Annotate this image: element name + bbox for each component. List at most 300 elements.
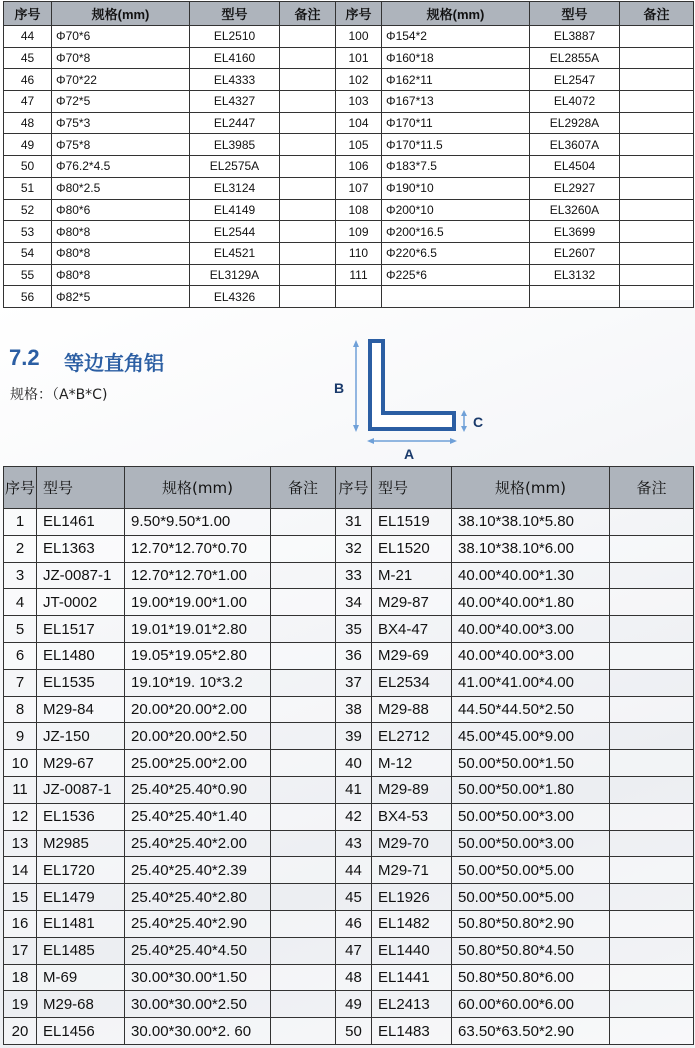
table-row xyxy=(4,264,694,286)
table-row xyxy=(4,1018,694,1045)
table-cell xyxy=(620,134,694,156)
table-cell: EL1535 xyxy=(37,669,125,696)
table-cell: EL2544 xyxy=(190,221,280,243)
table-cell: 63.50*63.50*2.90 xyxy=(452,1018,610,1045)
table-cell: EL1483 xyxy=(372,1018,452,1045)
table-cell xyxy=(620,177,694,199)
table-cell xyxy=(271,964,336,991)
table-cell xyxy=(271,776,336,803)
table-cell: 25.00*25.00*2.00 xyxy=(125,750,271,777)
table-cell: M29-84 xyxy=(37,696,125,723)
table-row xyxy=(4,723,694,750)
table-cell xyxy=(610,830,694,857)
table-cell: EL3260A xyxy=(530,199,620,221)
table-cell xyxy=(610,642,694,669)
table-cell: EL4504 xyxy=(530,156,620,178)
table-cell xyxy=(610,669,694,696)
table-cell: 45.00*45.00*9.00 xyxy=(452,723,610,750)
table-cell xyxy=(620,91,694,113)
table-cell: EL1441 xyxy=(372,964,452,991)
table-cell xyxy=(610,776,694,803)
table-cell: EL1440 xyxy=(372,937,452,964)
table-cell: Φ170*11.5 xyxy=(382,134,530,156)
table-cell xyxy=(620,69,694,91)
table-cell: EL1461 xyxy=(37,509,125,536)
table-cell: M29-71 xyxy=(372,857,452,884)
table-cell: 25.40*25.40*2.80 xyxy=(125,884,271,911)
table-cell xyxy=(271,937,336,964)
table-cell: JZ-0087-1 xyxy=(37,562,125,589)
header-cell: 规格(mm) xyxy=(125,467,271,509)
table-cell: 49 xyxy=(4,134,52,156)
table-cell xyxy=(280,156,336,178)
table-cell xyxy=(271,616,336,643)
table-cell xyxy=(271,589,336,616)
table-cell: 13 xyxy=(4,830,37,857)
table-cell xyxy=(271,884,336,911)
table-cell: 30.00*30.00*2. 60 xyxy=(125,1018,271,1045)
table-row xyxy=(4,696,694,723)
table-cell xyxy=(610,509,694,536)
table-cell: EL2547 xyxy=(530,69,620,91)
table-cell: 110 xyxy=(336,242,382,264)
table-cell: 32 xyxy=(336,535,372,562)
table-cell xyxy=(280,221,336,243)
table-cell: M-12 xyxy=(372,750,452,777)
table-cell: EL2447 xyxy=(190,112,280,134)
table-cell: 25.40*25.40*4.50 xyxy=(125,937,271,964)
table-cell: 47 xyxy=(4,91,52,113)
angle-profile-shape xyxy=(370,341,454,429)
table-cell xyxy=(530,286,620,308)
table-cell: 55 xyxy=(4,264,52,286)
table-cell: EL4521 xyxy=(190,242,280,264)
table-cell xyxy=(620,264,694,286)
table-cell: JZ-150 xyxy=(37,723,125,750)
table-cell: M29-87 xyxy=(372,589,452,616)
table-cell xyxy=(610,910,694,937)
table-cell: Φ80*6 xyxy=(52,199,190,221)
table-cell xyxy=(610,562,694,589)
table-cell: 20.00*20.00*2.50 xyxy=(125,723,271,750)
table-cell: 12 xyxy=(4,803,37,830)
table-cell: EL1482 xyxy=(372,910,452,937)
table-cell: Φ80*8 xyxy=(52,221,190,243)
table-cell: Φ220*6.5 xyxy=(382,242,530,264)
dimension-b-arrow-bottom xyxy=(353,425,359,432)
table-cell: 40.00*40.00*1.80 xyxy=(452,589,610,616)
table-cell: 9 xyxy=(4,723,37,750)
table-cell: Φ225*6 xyxy=(382,264,530,286)
table-row xyxy=(4,26,694,48)
table-cell: 33 xyxy=(336,562,372,589)
table-cell xyxy=(271,910,336,937)
header-cell: 序号 xyxy=(336,2,382,26)
header-cell: 规格(mm) xyxy=(382,2,530,26)
table-cell: 103 xyxy=(336,91,382,113)
table-cell: EL4072 xyxy=(530,91,620,113)
table-cell: 31 xyxy=(336,509,372,536)
table-cell: 37 xyxy=(336,669,372,696)
table-cell xyxy=(271,857,336,884)
table-row xyxy=(4,47,694,69)
table-cell: EL1520 xyxy=(372,535,452,562)
table-cell: Φ167*13 xyxy=(382,91,530,113)
table-cell: Φ162*11 xyxy=(382,69,530,91)
table-cell: EL2534 xyxy=(372,669,452,696)
table-cell: 19.10*19. 10*3.2 xyxy=(125,669,271,696)
table-cell: 41.00*41.00*4.00 xyxy=(452,669,610,696)
table-cell: 42 xyxy=(336,803,372,830)
round-tube-spec-table xyxy=(3,1,694,308)
table-cell xyxy=(610,803,694,830)
table-cell: Φ70*22 xyxy=(52,69,190,91)
table-cell: 53 xyxy=(4,221,52,243)
table-row xyxy=(4,156,694,178)
table-cell: 10 xyxy=(4,750,37,777)
table-cell xyxy=(620,221,694,243)
table-cell: 34 xyxy=(336,589,372,616)
dimension-c-label: C xyxy=(473,414,484,430)
table-cell: 47 xyxy=(336,937,372,964)
table-row xyxy=(4,803,694,830)
header-cell: 型号 xyxy=(372,467,452,509)
table-cell: 60.00*60.00*6.00 xyxy=(452,991,610,1018)
table-cell: 19.00*19.00*1.00 xyxy=(125,589,271,616)
table-cell xyxy=(610,723,694,750)
table-cell xyxy=(271,991,336,1018)
table-header-row xyxy=(4,467,694,509)
table-cell: 48 xyxy=(336,964,372,991)
table-cell: EL4160 xyxy=(190,47,280,69)
dimension-c-arrow-top xyxy=(461,410,467,416)
table-cell: 30.00*30.00*2.50 xyxy=(125,991,271,1018)
table-cell: M-21 xyxy=(372,562,452,589)
header-cell: 型号 xyxy=(190,2,280,26)
table-cell: 104 xyxy=(336,112,382,134)
table-cell xyxy=(610,937,694,964)
dimension-b-arrow-top xyxy=(353,340,359,347)
table-cell: 50.00*50.00*3.00 xyxy=(452,830,610,857)
table-cell: 9.50*9.50*1.00 xyxy=(125,509,271,536)
table-cell: JT-0002 xyxy=(37,589,125,616)
table-cell: 109 xyxy=(336,221,382,243)
table-cell xyxy=(620,156,694,178)
table-cell: M29-89 xyxy=(372,776,452,803)
equal-angle-spec-table xyxy=(3,466,694,1045)
table-cell: 44 xyxy=(336,857,372,884)
table-cell: 19.01*19.01*2.80 xyxy=(125,616,271,643)
table-cell xyxy=(271,1018,336,1045)
table-cell: 50 xyxy=(4,156,52,178)
table-cell: 7 xyxy=(4,669,37,696)
table-cell: 6 xyxy=(4,642,37,669)
table-cell: EL1363 xyxy=(37,535,125,562)
header-cell: 规格(mm) xyxy=(452,467,610,509)
table-row xyxy=(4,112,694,134)
table-cell: 38 xyxy=(336,696,372,723)
table-cell: 106 xyxy=(336,156,382,178)
section-title: 等边直角铝 xyxy=(64,351,164,375)
table-cell xyxy=(271,803,336,830)
table-cell: M29-69 xyxy=(372,642,452,669)
table-cell xyxy=(610,991,694,1018)
table-cell: 50.00*50.00*5.00 xyxy=(452,884,610,911)
table-cell xyxy=(620,199,694,221)
table-cell: EL1456 xyxy=(37,1018,125,1045)
table-cell: 3 xyxy=(4,562,37,589)
table-row xyxy=(4,286,694,308)
table-cell: Φ170*11 xyxy=(382,112,530,134)
table-cell: EL1519 xyxy=(372,509,452,536)
table-cell: 52 xyxy=(4,199,52,221)
table-cell: 25.40*25.40*2.90 xyxy=(125,910,271,937)
table-cell: BX4-47 xyxy=(372,616,452,643)
table-cell: Φ70*8 xyxy=(52,47,190,69)
table-cell: Φ75*3 xyxy=(52,112,190,134)
table-cell: 8 xyxy=(4,696,37,723)
table-cell xyxy=(271,562,336,589)
table-cell: 25.40*25.40*2.00 xyxy=(125,830,271,857)
table-cell: EL1926 xyxy=(372,884,452,911)
table-cell xyxy=(280,26,336,48)
table-cell xyxy=(271,535,336,562)
table-cell: 107 xyxy=(336,177,382,199)
table-row xyxy=(4,509,694,536)
table-cell: 38.10*38.10*5.80 xyxy=(452,509,610,536)
table-cell xyxy=(280,242,336,264)
table-cell: Φ75*8 xyxy=(52,134,190,156)
table-cell: EL2712 xyxy=(372,723,452,750)
table-cell: Φ160*18 xyxy=(382,47,530,69)
dimension-a-arrow-right xyxy=(450,438,457,444)
table-cell: EL3132 xyxy=(530,264,620,286)
table-cell: 4 xyxy=(4,589,37,616)
table-cell: EL2413 xyxy=(372,991,452,1018)
table-header-row xyxy=(4,2,694,26)
table-cell: 2 xyxy=(4,535,37,562)
table-cell: 50.00*50.00*5.00 xyxy=(452,857,610,884)
table-row xyxy=(4,884,694,911)
table-cell: EL1479 xyxy=(37,884,125,911)
table-cell xyxy=(280,286,336,308)
table-cell: 16 xyxy=(4,910,37,937)
table-cell xyxy=(271,723,336,750)
table-cell: EL1720 xyxy=(37,857,125,884)
table-cell: EL2927 xyxy=(530,177,620,199)
table-cell: EL4327 xyxy=(190,91,280,113)
table-cell: 40.00*40.00*3.00 xyxy=(452,616,610,643)
table-cell: 50 xyxy=(336,1018,372,1045)
table-cell: 12.70*12.70*1.00 xyxy=(125,562,271,589)
table-cell: 45 xyxy=(336,884,372,911)
header-cell: 备注 xyxy=(620,2,694,26)
table-row xyxy=(4,669,694,696)
table-cell xyxy=(610,964,694,991)
table-cell: EL2928A xyxy=(530,112,620,134)
table-cell xyxy=(610,884,694,911)
table-cell: 50.00*50.00*3.00 xyxy=(452,803,610,830)
table-cell: EL1480 xyxy=(37,642,125,669)
table-cell xyxy=(280,177,336,199)
table-cell: M-69 xyxy=(37,964,125,991)
table-cell: 20 xyxy=(4,1018,37,1045)
table-cell: Φ80*8 xyxy=(52,264,190,286)
table-row xyxy=(4,830,694,857)
table-row xyxy=(4,69,694,91)
header-cell: 备注 xyxy=(271,467,336,509)
table-cell: 50.80*50.80*2.90 xyxy=(452,910,610,937)
table-cell: Φ190*10 xyxy=(382,177,530,199)
table-row xyxy=(4,535,694,562)
table-cell: 46 xyxy=(4,69,52,91)
table-row xyxy=(4,857,694,884)
table-cell xyxy=(280,264,336,286)
table-cell xyxy=(280,199,336,221)
table-cell: 25.40*25.40*2.39 xyxy=(125,857,271,884)
table-cell: EL1536 xyxy=(37,803,125,830)
table-row xyxy=(4,937,694,964)
table-cell: 50.80*50.80*4.50 xyxy=(452,937,610,964)
table-cell xyxy=(610,616,694,643)
dimension-a-arrow-left xyxy=(367,438,374,444)
table-row xyxy=(4,964,694,991)
table-cell: 15 xyxy=(4,884,37,911)
table-cell: 40.00*40.00*1.30 xyxy=(452,562,610,589)
spec-label: 规格：（A*B*C) xyxy=(10,387,108,403)
table-cell xyxy=(271,750,336,777)
table-cell: EL2607 xyxy=(530,242,620,264)
table-cell: 5 xyxy=(4,616,37,643)
table-row xyxy=(4,776,694,803)
header-cell: 型号 xyxy=(530,2,620,26)
table-cell: 50.00*50.00*1.50 xyxy=(452,750,610,777)
table-row xyxy=(4,177,694,199)
table-row xyxy=(4,562,694,589)
table-row xyxy=(4,910,694,937)
table-cell: EL1517 xyxy=(37,616,125,643)
table-cell: 39 xyxy=(336,723,372,750)
table-cell: EL3129A xyxy=(190,264,280,286)
header-cell: 备注 xyxy=(610,467,694,509)
table-cell: EL2855A xyxy=(530,47,620,69)
table-row xyxy=(4,221,694,243)
table-cell: Φ82*5 xyxy=(52,286,190,308)
table-cell: 108 xyxy=(336,199,382,221)
table-cell: 50.00*50.00*1.80 xyxy=(452,776,610,803)
table-cell xyxy=(271,669,336,696)
table-cell: 17 xyxy=(4,937,37,964)
table-cell xyxy=(610,589,694,616)
table-cell xyxy=(271,830,336,857)
table-cell xyxy=(280,47,336,69)
table-cell: Φ76.2*4.5 xyxy=(52,156,190,178)
table-cell: 25.40*25.40*0.90 xyxy=(125,776,271,803)
table-cell: 100 xyxy=(336,26,382,48)
table-cell: EL3607A xyxy=(530,134,620,156)
table-cell: 12.70*12.70*0.70 xyxy=(125,535,271,562)
table-cell xyxy=(610,535,694,562)
table-cell xyxy=(610,696,694,723)
table-row xyxy=(4,91,694,113)
table-cell: 111 xyxy=(336,264,382,286)
table-cell: M29-70 xyxy=(372,830,452,857)
dimension-a-label: A xyxy=(404,446,415,462)
table-cell: Φ80*8 xyxy=(52,242,190,264)
table-row xyxy=(4,134,694,156)
table-cell xyxy=(610,750,694,777)
table-cell: 45 xyxy=(4,47,52,69)
table-cell: 49 xyxy=(336,991,372,1018)
angle-profile-diagram xyxy=(330,335,490,463)
table-cell: Φ200*16.5 xyxy=(382,221,530,243)
table-row xyxy=(4,991,694,1018)
table-cell xyxy=(610,1018,694,1045)
table-cell: EL1481 xyxy=(37,910,125,937)
table-cell: BX4-53 xyxy=(372,803,452,830)
table-cell: 40.00*40.00*3.00 xyxy=(452,642,610,669)
table-cell: 43 xyxy=(336,830,372,857)
table-cell xyxy=(280,134,336,156)
table-cell: Φ70*6 xyxy=(52,26,190,48)
table-cell: 25.40*25.40*1.40 xyxy=(125,803,271,830)
table-cell: EL4333 xyxy=(190,69,280,91)
table-row xyxy=(4,750,694,777)
header-cell: 序号 xyxy=(336,467,372,509)
table-cell: 36 xyxy=(336,642,372,669)
table-cell: 44 xyxy=(4,26,52,48)
table-cell xyxy=(610,857,694,884)
table-cell: 35 xyxy=(336,616,372,643)
header-cell: 型号 xyxy=(37,467,125,509)
table-cell: 105 xyxy=(336,134,382,156)
table-cell xyxy=(382,286,530,308)
table-cell xyxy=(620,112,694,134)
table-cell: 19 xyxy=(4,991,37,1018)
table-cell: Φ80*2.5 xyxy=(52,177,190,199)
table-cell: EL4149 xyxy=(190,199,280,221)
table-cell xyxy=(271,696,336,723)
table-cell: 19.05*19.05*2.80 xyxy=(125,642,271,669)
table-cell: 11 xyxy=(4,776,37,803)
table-cell: EL1485 xyxy=(37,937,125,964)
table-row xyxy=(4,199,694,221)
header-cell: 规格(mm) xyxy=(52,2,190,26)
table-cell: 14 xyxy=(4,857,37,884)
table-cell: M29-68 xyxy=(37,991,125,1018)
table-cell: 18 xyxy=(4,964,37,991)
table-row xyxy=(4,616,694,643)
header-cell: 备注 xyxy=(280,2,336,26)
table-cell: 20.00*20.00*2.00 xyxy=(125,696,271,723)
table-row xyxy=(4,242,694,264)
table-cell: 102 xyxy=(336,69,382,91)
table-cell: M29-67 xyxy=(37,750,125,777)
table-cell: 38.10*38.10*6.00 xyxy=(452,535,610,562)
table-cell xyxy=(271,642,336,669)
table-cell: 48 xyxy=(4,112,52,134)
table-cell: Φ183*7.5 xyxy=(382,156,530,178)
table-cell: EL4326 xyxy=(190,286,280,308)
dimension-b-label: B xyxy=(334,380,345,396)
table-row xyxy=(4,589,694,616)
header-cell: 序号 xyxy=(4,2,52,26)
table-cell: M2985 xyxy=(37,830,125,857)
table-cell xyxy=(271,509,336,536)
table-cell: EL3699 xyxy=(530,221,620,243)
table-cell: 30.00*30.00*1.50 xyxy=(125,964,271,991)
table-cell: Φ72*5 xyxy=(52,91,190,113)
